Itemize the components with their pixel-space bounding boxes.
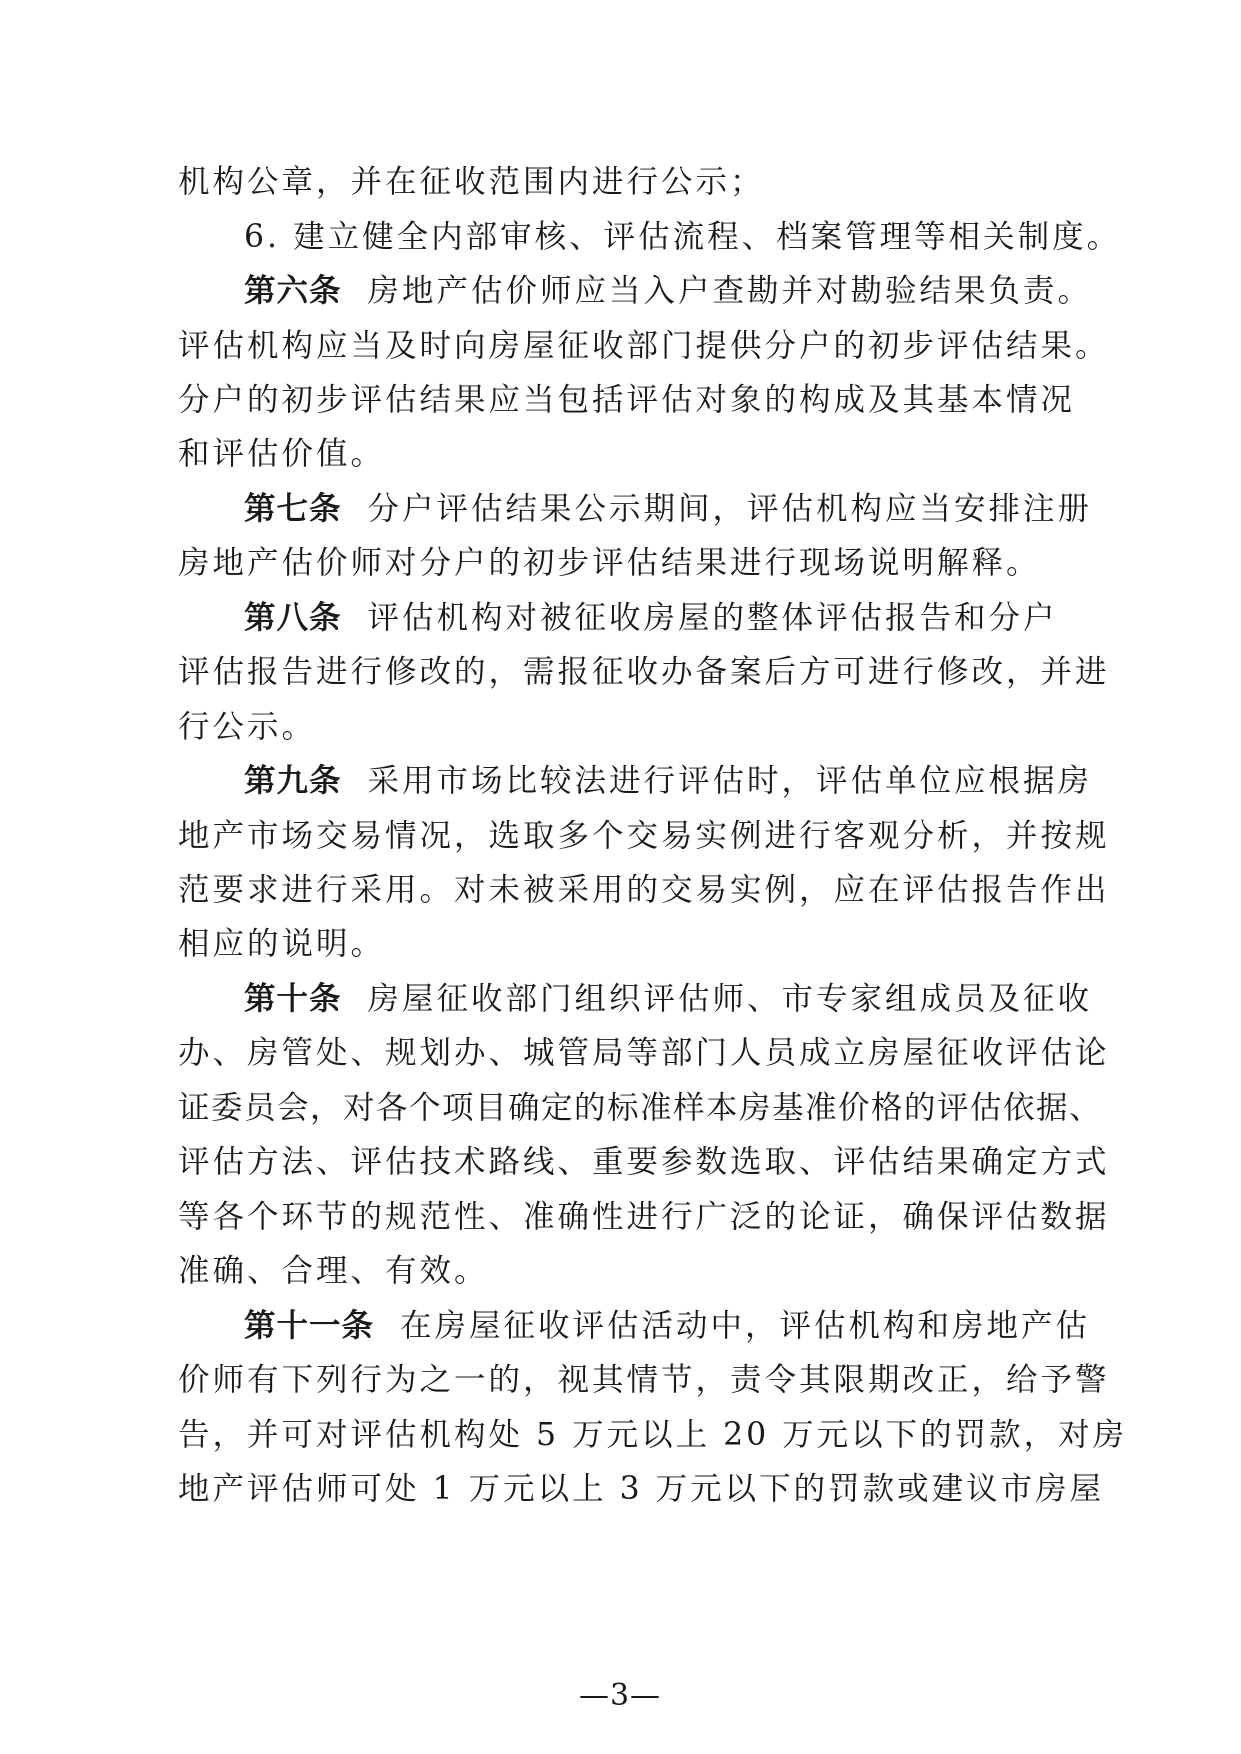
- paragraph-line: [178, 1086, 1103, 1130]
- paragraph-line: [178, 324, 1110, 368]
- paragraph-line: [178, 1195, 1110, 1239]
- article-9-heading-line: [244, 759, 1093, 803]
- paragraph-line: [178, 922, 1058, 966]
- line-text: 范要求进行采用。对未被采用的交易实例，应在评估报告作出: [178, 872, 1110, 908]
- article-label: 第十一条: [244, 1308, 375, 1344]
- paragraph-line: [178, 541, 1058, 585]
- line-text: 告，并可对评估机构处 5 万元以上 20 万元以下的罚款，对房: [178, 1417, 1128, 1453]
- article-7-heading-line: [244, 487, 1093, 531]
- line-text: 房屋征收部门组织评估师、市专家组成员及征收: [367, 981, 1093, 1017]
- paragraph-line: [178, 1140, 1110, 1184]
- line-text: 评估机构对被征收房屋的整体评估报告和分户: [367, 600, 1058, 636]
- paragraph-line: [178, 1467, 1105, 1511]
- line-text: 评估方法、评估技术路线、重要参数选取、评估结果确定方式: [178, 1144, 1110, 1180]
- article-8-heading-line: [244, 596, 1058, 640]
- line-text: 房地产估价师应当入户查勘并对勘验结果负责。: [367, 273, 1093, 309]
- line-text: 在房屋征收评估活动中，评估机构和房地产估: [400, 1308, 1091, 1344]
- article-label: 第十条: [244, 981, 342, 1017]
- line-text: 分户的初步评估结果应当包括评估对象的构成及其基本情况: [178, 382, 1076, 418]
- paragraph-line: [178, 1031, 1110, 1075]
- article-11-heading-line: [244, 1304, 1091, 1348]
- article-label: 第八条: [244, 600, 342, 636]
- paragraph-line: [178, 1249, 1058, 1293]
- paragraph-line: [178, 1413, 1128, 1457]
- paragraph-line: [178, 378, 1076, 422]
- line-text: 分户评估结果公示期间，评估机构应当安排注册: [367, 491, 1093, 527]
- line-text: 准确、合理、有效。: [178, 1253, 489, 1289]
- article-label: 第九条: [244, 763, 342, 799]
- paragraph-line: [178, 814, 1110, 858]
- line-text: 和评估价值。: [178, 436, 386, 472]
- line-text: 机构公章，并在征收范围内进行公示；: [178, 164, 765, 200]
- line-text: 评估报告进行修改的，需报征收办备案后方可进行修改，并进: [178, 654, 1110, 690]
- article-label: 第六条: [244, 273, 342, 309]
- line-text: 行公示。: [178, 709, 317, 745]
- paragraph-line: [178, 650, 1110, 694]
- paragraph-line: [178, 432, 1058, 476]
- line-text: 地产评估师可处 1 万元以上 3 万元以下的罚款或建议市房屋: [178, 1471, 1105, 1507]
- line-text: 价师有下列行为之一的，视其情节，责令其限期改正，给予警: [178, 1362, 1110, 1398]
- article-10-heading-line: [244, 977, 1093, 1021]
- line-text: 地产市场交易情况，选取多个交易实例进行客观分析，并按规: [178, 818, 1110, 854]
- article-label: 第七条: [244, 491, 342, 527]
- line-text: 等各个环节的规范性、准确性进行广泛的论证，确保评估数据: [178, 1199, 1110, 1235]
- line-text: 采用市场比较法进行评估时，评估单位应根据房: [367, 763, 1093, 799]
- paragraph-line: [178, 868, 1110, 912]
- line-text: 6. 建立健全内部审核、评估流程、档案管理等相关制度。: [244, 219, 1122, 255]
- page-number: —3—: [578, 1678, 662, 1713]
- paragraph-line: [178, 705, 1058, 749]
- article-6-heading-line: [244, 269, 1093, 313]
- paragraph-line: [244, 215, 1122, 259]
- line-text: 相应的说明。: [178, 926, 386, 962]
- paragraph-line: [178, 1358, 1110, 1402]
- line-text: 评估机构应当及时向房屋征收部门提供分户的初步评估结果。: [178, 328, 1110, 364]
- paragraph-line: [178, 160, 1058, 204]
- line-text: 证委员会，对各个项目确定的标准样本房基准价格的评估依据、: [178, 1090, 1103, 1126]
- line-text: 房地产估价师对分户的初步评估结果进行现场说明解释。: [178, 545, 1041, 581]
- line-text: 办、房管处、规划办、城管局等部门人员成立房屋征收评估论: [178, 1035, 1110, 1071]
